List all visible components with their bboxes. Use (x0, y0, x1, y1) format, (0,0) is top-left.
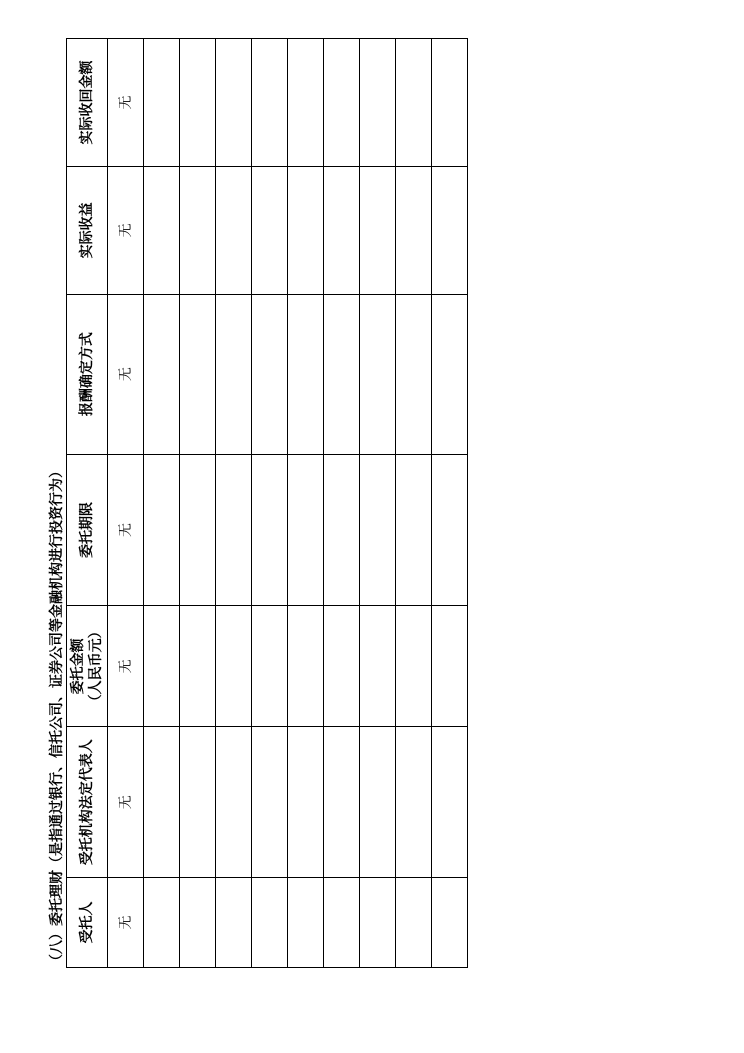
empty-cell (144, 606, 180, 727)
empty-cell (180, 727, 216, 878)
empty-cell (360, 727, 396, 878)
empty-cell (216, 39, 252, 167)
empty-cell (288, 878, 324, 968)
empty-cell (324, 727, 360, 878)
empty-cell (432, 294, 468, 454)
cell-amount: 无 (108, 606, 144, 727)
empty-cell (360, 294, 396, 454)
header-actual-income: 实际收益 (67, 166, 108, 294)
empty-cell (324, 39, 360, 167)
header-entrustor: 受托人 (67, 878, 108, 968)
cell-actual-recovered-amount: 无 (108, 39, 144, 167)
empty-cell (144, 166, 180, 294)
cell-remuneration-method: 无 (108, 294, 144, 454)
empty-cell (252, 166, 288, 294)
empty-cell (396, 294, 432, 454)
empty-cell (288, 606, 324, 727)
table-row-empty (252, 39, 288, 968)
header-actual-recovered-amount: 实际收回金额 (67, 39, 108, 167)
table-row-empty (288, 39, 324, 968)
empty-cell (360, 39, 396, 167)
table-row-empty (144, 39, 180, 968)
empty-cell (324, 878, 360, 968)
empty-cell (396, 166, 432, 294)
empty-cell (288, 454, 324, 606)
empty-cell (432, 727, 468, 878)
empty-cell (144, 39, 180, 167)
empty-cell (396, 606, 432, 727)
empty-cell (432, 606, 468, 727)
empty-cell (144, 727, 180, 878)
empty-cell (324, 294, 360, 454)
cell-legal-representative: 无 (108, 727, 144, 878)
empty-cell (360, 878, 396, 968)
header-amount-line1: 委托金额 (70, 638, 86, 695)
empty-cell (144, 294, 180, 454)
entrusted-financing-table (66, 38, 468, 968)
empty-cell (180, 294, 216, 454)
table-row-empty (396, 39, 432, 968)
empty-cell (288, 39, 324, 167)
empty-cell (216, 727, 252, 878)
empty-cell (180, 454, 216, 606)
empty-cell (432, 166, 468, 294)
empty-cell (360, 166, 396, 294)
empty-cell (360, 606, 396, 727)
header-amount (67, 606, 108, 727)
empty-cell (252, 727, 288, 878)
table-row-empty (324, 39, 360, 968)
empty-cell (324, 454, 360, 606)
empty-cell (324, 166, 360, 294)
table-row-empty (432, 39, 468, 968)
empty-cell (144, 454, 180, 606)
cell-term: 无 (108, 454, 144, 606)
empty-cell (360, 454, 396, 606)
header-term: 委托期限 (67, 454, 108, 606)
table-row-empty (360, 39, 396, 968)
empty-cell (396, 878, 432, 968)
empty-cell (216, 294, 252, 454)
empty-cell (396, 39, 432, 167)
empty-cell (432, 878, 468, 968)
empty-cell (252, 294, 288, 454)
cell-actual-income: 无 (108, 166, 144, 294)
empty-cell (144, 878, 180, 968)
empty-cell (216, 878, 252, 968)
empty-cell (216, 454, 252, 606)
empty-cell (252, 454, 288, 606)
empty-cell (252, 39, 288, 167)
empty-cell (216, 166, 252, 294)
table-row-empty (216, 39, 252, 968)
table-header-row (67, 39, 108, 968)
empty-cell (396, 454, 432, 606)
empty-cell (324, 606, 360, 727)
empty-cell (252, 606, 288, 727)
header-remuneration-method: 报酬确定方式 (67, 294, 108, 454)
empty-cell (288, 727, 324, 878)
empty-cell (180, 606, 216, 727)
empty-cell (288, 294, 324, 454)
table-row (108, 39, 144, 968)
section-caption: （八）委托理财（是指通过银行、信托公司、证券公司等金融机构进行投资行为） (49, 464, 65, 968)
empty-cell (180, 39, 216, 167)
header-legal-representative: 受托机构法定代表人 (67, 727, 108, 878)
table-row-empty (180, 39, 216, 968)
empty-cell (252, 878, 288, 968)
empty-cell (396, 727, 432, 878)
empty-cell (180, 166, 216, 294)
empty-cell (180, 878, 216, 968)
empty-cell (432, 454, 468, 606)
header-amount-line2: （人民币元） (88, 624, 104, 709)
empty-cell (216, 606, 252, 727)
empty-cell (288, 166, 324, 294)
rotated-table-frame (48, 38, 470, 968)
cell-entrustor: 无 (108, 878, 144, 968)
empty-cell (432, 39, 468, 167)
